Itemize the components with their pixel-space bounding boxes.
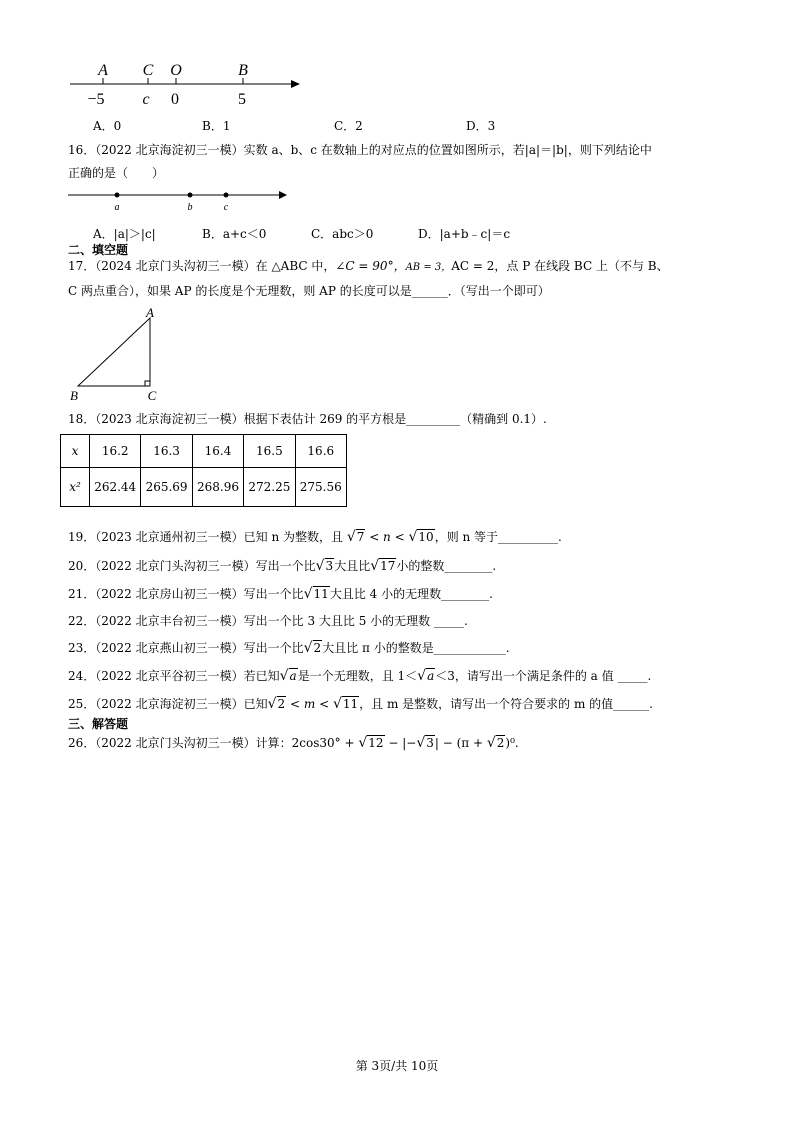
axis-label-b: b (187, 202, 193, 213)
q23-text (68, 640, 510, 656)
tick-number-minus5: −5 (87, 91, 105, 108)
table-cell: 265.69 (141, 468, 192, 507)
tick-number-0: 0 (171, 91, 179, 108)
table-cell: 275.56 (295, 468, 346, 507)
q26-part-c: )⁰. (505, 736, 519, 750)
radicand: 12 (368, 736, 384, 750)
radicand: 17 (380, 559, 396, 573)
table-cell: 16.5 (244, 435, 295, 468)
point-label-c: C (142, 62, 154, 79)
q20-part-b: 小的整数________. (396, 559, 497, 573)
radicand: 2 (277, 697, 286, 711)
q24-part-a: 24．（2022 北京平谷初三一模）若已知 (68, 669, 280, 683)
q26-part-mid: − |− (384, 736, 417, 750)
q17-part-a: 17．（2024 北京门头沟初三一模）在 △ABC 中， (68, 259, 336, 273)
point-label-a: A (98, 62, 108, 79)
radicand: a (289, 669, 297, 683)
number-line-figure (60, 58, 310, 110)
sqrt-expression: √2 (267, 696, 286, 712)
sqrt-expression: √3 (315, 558, 334, 574)
q18-text: 18．（2023 北京海淀初三一模）根据下表估计 269 的平方根是_________（精确到 0.1）. (68, 412, 547, 426)
section-heading-fill-in: 二、填空题 (68, 243, 129, 257)
q17-part-b: ∠C = 90°， (335, 259, 406, 273)
table-cell: 16.4 (192, 435, 243, 468)
q24-part-mid: 是一个无理数，且 1＜ (297, 669, 418, 683)
q24-text (68, 668, 651, 684)
table-row-x2 (61, 468, 347, 507)
tick-number-c: c (142, 91, 150, 108)
q15-option-d: D．3 (466, 119, 496, 133)
radicand: 2 (496, 736, 505, 750)
q16-option-a: A．|a|＞|c| (93, 227, 156, 241)
table-cell: 16.6 (295, 435, 346, 468)
sqrt-expression: √2 (303, 640, 322, 656)
q19-text (68, 529, 562, 545)
q20-part-mid: 大且比 (334, 559, 371, 573)
q16-text-line2: 正确的是（ ） (68, 166, 165, 180)
q17-part-d: AC = 2，点 P 在线段 BC 上（不与 B、 (451, 259, 669, 273)
page-footer: 第 3页/共 10页 (355, 1059, 439, 1073)
vertex-label-c: C (147, 388, 157, 403)
q21-part-b: 大且比 4 小的无理数________. (329, 587, 493, 601)
q16-text-line1: 16．（2022 北京海淀初三一模）实数 a、b、c 在数轴上的对应点的位置如图所示，若|a|＝|b|，则下列结论中 (68, 143, 652, 157)
q21-text (68, 586, 493, 602)
q16-option-b: B．a+c＜0 (202, 227, 267, 241)
q16-number-line (66, 186, 291, 214)
radicand: 3 (426, 736, 434, 750)
q15-option-b: B．1 (202, 119, 231, 133)
sqrt-expression: √11 (303, 586, 329, 602)
q25-text (68, 696, 653, 712)
sqrt-expression: √10 (408, 529, 434, 545)
q19-part-b: ，则 n 等于__________. (434, 530, 562, 544)
q17-triangle-figure (66, 306, 166, 406)
q23-part-b: 大且比 π 小的整数是____________. (322, 641, 510, 655)
tick-number-5: 5 (238, 91, 246, 108)
q15-option-c: C．2 (334, 119, 363, 133)
q25-part-b: ，且 m 是整数，请写出一个符合要求的 m 的值______. (359, 697, 653, 711)
sqrt-expression: √7 (346, 529, 365, 545)
q26-part-a: 26．（2022 北京门头沟初三一模）计算：2cos30° + (68, 736, 359, 750)
q16-option-c: C．abc＞0 (311, 227, 374, 241)
q20-part-a: 20．（2022 北京门头沟初三一模）写出一个比 (68, 559, 316, 573)
q26-text (68, 735, 519, 751)
point-label-b: B (238, 62, 248, 79)
vertex-label-b: B (70, 388, 78, 403)
sqrt-expression: √12 (358, 735, 384, 751)
q24-part-b: ＜3，请写出一个满足条件的 a 值 _____. (435, 669, 652, 683)
table-cell: 272.25 (244, 468, 295, 507)
q17-text-line2: C 两点重合），如果 AP 的长度是个无理数，则 AP 的长度可以是______．（写出一个即可） (68, 284, 550, 298)
sqrt-expression: √17 (370, 558, 396, 574)
section-heading-solve: 三、解答题 (68, 717, 129, 731)
table-cell: 268.96 (192, 468, 243, 507)
table-cell: x (61, 435, 90, 468)
table-row-x (61, 435, 347, 468)
radicand: 7 (356, 530, 365, 544)
axis-label-c: c (223, 202, 229, 213)
table-cell: 262.44 (90, 468, 141, 507)
table-cell: 16.3 (141, 435, 192, 468)
sqrt-expression: √2 (486, 735, 505, 751)
sqrt-expression: √a (417, 668, 435, 684)
sqrt-expression: √3 (416, 735, 434, 751)
q17-part-c: AB = 3， (405, 262, 452, 273)
axis-label-a: a (114, 202, 120, 213)
q25-part-a: 25．（2022 北京海淀初三一模）已知 (68, 697, 268, 711)
radicand: a (427, 669, 435, 683)
q16-option-d: D．|a+b﹣c|＝c (418, 227, 511, 241)
q17-text-line1 (68, 258, 669, 276)
q22-text: 22．（2022 北京丰台初三一模）写出一个比 3 大且比 5 小的无理数 _____. (68, 614, 468, 628)
q15-option-a: A．0 (93, 119, 122, 133)
radicand: 11 (313, 587, 329, 601)
q25-inequality: < m < (286, 697, 333, 711)
q20-text (68, 558, 496, 574)
table-cell: 16.2 (90, 435, 141, 468)
q19-inequality: < n < (365, 530, 409, 544)
sqrt-expression: √11 (332, 696, 359, 712)
radicand: 11 (342, 697, 359, 711)
q19-part-a: 19．（2023 北京通州初三一模）已知 n 为整数，且 (68, 530, 343, 544)
point-label-o: O (170, 62, 182, 79)
vertex-label-a: A (146, 306, 154, 320)
q21-part-a: 21．（2022 北京房山初三一模）写出一个比 (68, 587, 304, 601)
radicand: 2 (313, 641, 322, 655)
table-cell: x² (61, 468, 90, 507)
q26-part-b: | − (π + (434, 736, 487, 750)
q23-part-a: 23．（2022 北京燕山初三一模）写出一个比 (68, 641, 304, 655)
radicand: 3 (325, 559, 334, 573)
sqrt-expression: √a (279, 668, 297, 684)
q18-square-table (60, 434, 347, 507)
radicand: 10 (418, 530, 434, 544)
